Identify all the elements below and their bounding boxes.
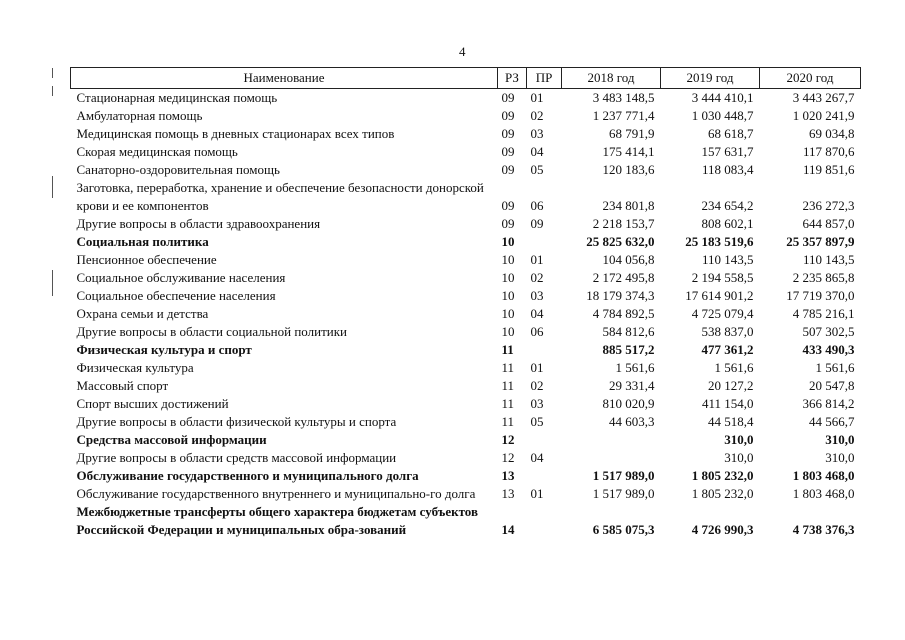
table-cell-2020: 3 443 267,7 (792, 90, 855, 105)
table-row (71, 233, 861, 251)
table-cell-2018: 810 020,9 (602, 396, 655, 411)
table-cell-name: Заготовка, переработка, хранение и обеспечение безопасности донорской крови и ее компонентов (76, 180, 484, 213)
header-2018: 2018 год (562, 68, 661, 89)
table-cell-pr: 01 (530, 252, 544, 267)
table-cell-2019: 310,0 (724, 450, 754, 465)
table-cell-2018: 1 561,6 (615, 360, 655, 375)
table-cell-2020: 119 851,6 (802, 162, 855, 177)
table-cell-2019: 411 154,0 (701, 396, 754, 411)
table-cell-2019: 2 194 558,5 (691, 270, 754, 285)
table-cell-rz: 14 (501, 522, 515, 537)
table-cell-pr: 02 (530, 108, 544, 123)
table-cell-rz: 09 (501, 126, 515, 141)
table-cell-pr: 01 (530, 90, 544, 105)
table-cell-2020: 4 785 216,1 (792, 306, 855, 321)
table-cell-pr: 04 (530, 144, 544, 159)
table-cell-2019: 20 127,2 (708, 378, 754, 393)
margin-mark (52, 176, 53, 198)
table-cell-2018: 2 172 495,8 (592, 270, 655, 285)
table-cell-name: Физическая культура (76, 360, 194, 375)
table-cell-name: Другие вопросы в области средств массовой информации (76, 450, 397, 465)
table-cell-2020: 17 719 370,0 (786, 288, 855, 303)
table-cell-2020: 44 566,7 (809, 414, 855, 429)
table-cell-name: Социальное обеспечение населения (76, 288, 276, 303)
table-cell-2018: 1 237 771,4 (592, 108, 655, 123)
table-cell-name: Обслуживание государственного внутреннего и муниципально-го долга (76, 486, 476, 501)
table-cell-pr: 02 (530, 270, 544, 285)
table-row (71, 215, 861, 233)
table-row (71, 179, 861, 215)
table-cell-rz: 11 (501, 378, 515, 393)
table-row (71, 449, 861, 467)
table-cell-2018: 175 414,1 (602, 144, 655, 159)
table-cell-rz: 09 (501, 144, 515, 159)
table-cell-pr: 01 (530, 486, 544, 501)
table-cell-pr: 04 (530, 306, 544, 321)
table-cell-2019: 310,0 (724, 432, 754, 447)
table-cell-rz: 10 (501, 270, 515, 285)
table-cell-2019: 538 837,0 (701, 324, 754, 339)
table-cell-2018: 6 585 075,3 (592, 522, 655, 537)
header-rz: РЗ (498, 68, 527, 89)
table-cell-pr: 06 (530, 198, 544, 213)
table-cell-pr (527, 467, 562, 485)
table-cell-2019: 3 444 410,1 (691, 90, 754, 105)
table-cell-rz: 12 (501, 432, 515, 447)
table-cell-2018 (562, 431, 661, 449)
budget-table (70, 67, 861, 539)
table-cell-2020: 310,0 (825, 450, 855, 465)
table-cell-pr: 02 (530, 378, 544, 393)
table-cell-2020: 644 857,0 (802, 216, 855, 231)
table-cell-2020: 1 561,6 (815, 360, 855, 375)
table-row (71, 413, 861, 431)
table-cell-2018: 3 483 148,5 (592, 90, 655, 105)
table-cell-rz: 13 (501, 486, 515, 501)
table-cell-rz: 10 (501, 306, 515, 321)
table-cell-pr (527, 431, 562, 449)
table-cell-pr: 06 (530, 324, 544, 339)
table-cell-2019: 4 726 990,3 (691, 522, 754, 537)
table-row (71, 467, 861, 485)
table-row (71, 377, 861, 395)
table-cell-2018: 68 791,9 (609, 126, 655, 141)
table-cell-2020: 310,0 (825, 432, 855, 447)
table-cell-rz: 09 (501, 216, 515, 231)
table-cell-rz: 10 (501, 252, 515, 267)
table-cell-pr (527, 503, 562, 539)
table-cell-rz: 11 (501, 342, 514, 357)
table-cell-2018: 25 825 632,0 (586, 234, 655, 249)
table-cell-rz: 09 (501, 108, 515, 123)
table-cell-2018: 104 056,8 (602, 252, 655, 267)
table-header-row (71, 68, 861, 89)
table-cell-2018: 29 331,4 (609, 378, 655, 393)
table-cell-pr: 03 (530, 126, 544, 141)
table-cell-name: Санаторно-оздоровительная помощь (76, 162, 280, 177)
table-cell-name: Стационарная медицинская помощь (76, 90, 278, 105)
table-cell-2019: 477 361,2 (701, 342, 754, 357)
table-cell-2018: 584 812,6 (602, 324, 655, 339)
table-cell-pr: 03 (530, 288, 544, 303)
table-row (71, 359, 861, 377)
header-name: Наименование (71, 68, 498, 89)
table-cell-2019: 68 618,7 (708, 126, 754, 141)
table-row (71, 269, 861, 287)
table-cell-rz: 11 (501, 360, 515, 375)
table-cell-2020: 236 272,3 (802, 198, 855, 213)
table-cell-2020: 433 490,3 (802, 342, 855, 357)
table-cell-2019: 17 614 901,2 (685, 288, 754, 303)
table-cell-pr: 01 (530, 360, 544, 375)
table-cell-rz: 09 (501, 90, 515, 105)
table-cell-rz: 09 (501, 162, 515, 177)
table-cell-name: Средства массовой информации (76, 432, 267, 447)
table-cell-pr: 04 (530, 450, 544, 465)
table-cell-rz: 10 (501, 288, 515, 303)
table-cell-2020: 366 814,2 (802, 396, 855, 411)
table-cell-name: Массовый спорт (76, 378, 169, 393)
table-cell-2018 (562, 449, 661, 467)
table-cell-2019: 1 561,6 (714, 360, 754, 375)
table-cell-2018: 18 179 374,3 (586, 288, 655, 303)
table-row (71, 503, 861, 539)
table-row (71, 323, 861, 341)
table-cell-2018: 4 784 892,5 (592, 306, 655, 321)
table-row (71, 305, 861, 323)
table-cell-pr: 05 (530, 414, 544, 429)
table-cell-rz: 11 (501, 414, 515, 429)
table-cell-2018: 885 517,2 (602, 342, 655, 357)
table-cell-2020: 507 302,5 (802, 324, 855, 339)
table-cell-2020: 2 235 865,8 (792, 270, 855, 285)
table-row (71, 287, 861, 305)
table-row (71, 251, 861, 269)
table-cell-2019: 110 143,5 (701, 252, 754, 267)
table-cell-2019: 808 602,1 (701, 216, 754, 231)
header-2019: 2019 год (661, 68, 760, 89)
table-cell-2019: 44 518,4 (708, 414, 754, 429)
table-cell-rz: 10 (501, 324, 515, 339)
table-cell-name: Социальное обслуживание населения (76, 270, 286, 285)
table-cell-2020: 1 803 468,0 (792, 468, 855, 483)
table-cell-name: Социальная политика (76, 234, 209, 249)
table-row (71, 143, 861, 161)
table-cell-name: Межбюджетные трансферты общего характера бюджетам субъектов Российской Федерации и муниципальных обра-зований (76, 504, 478, 537)
table-cell-2019: 1 805 232,0 (691, 486, 754, 501)
table-row (71, 395, 861, 413)
table-cell-name: Физическая культура и спорт (76, 342, 252, 357)
table-cell-2020: 20 547,8 (809, 378, 855, 393)
table-row (71, 431, 861, 449)
table-row (71, 89, 861, 108)
table-cell-2020: 1 803 468,0 (792, 486, 855, 501)
table-cell-name: Другие вопросы в области социальной политики (76, 324, 347, 339)
table-cell-rz: 10 (501, 234, 515, 249)
table-cell-name: Другие вопросы в области физической культуры и спорта (76, 414, 397, 429)
table-cell-2020: 1 020 241,9 (792, 108, 855, 123)
table-cell-2018: 1 517 989,0 (592, 486, 655, 501)
table-cell-2018: 1 517 989,0 (592, 468, 655, 483)
table-cell-2018: 120 183,6 (602, 162, 655, 177)
table-cell-2020: 69 034,8 (809, 126, 855, 141)
header-2020: 2020 год (760, 68, 861, 89)
margin-mark (52, 68, 53, 78)
table-cell-2018: 2 218 153,7 (592, 216, 655, 231)
table-row (71, 125, 861, 143)
table-cell-2020: 117 870,6 (802, 144, 855, 159)
table-cell-pr: 03 (530, 396, 544, 411)
table-cell-2020: 25 357 897,9 (786, 234, 855, 249)
table-cell-2019: 157 631,7 (701, 144, 754, 159)
table-row (71, 107, 861, 125)
page-number: 4 (459, 44, 466, 59)
table-cell-name: Медицинская помощь в дневных стационарах всех типов (76, 126, 395, 141)
table-cell-rz: 12 (501, 450, 515, 465)
table-cell-name: Другие вопросы в области здравоохранения (76, 216, 321, 231)
table-cell-name: Скорая медицинская помощь (76, 144, 238, 159)
table-row (71, 485, 861, 503)
table-cell-2019: 118 083,4 (701, 162, 754, 177)
table-cell-2019: 1 030 448,7 (691, 108, 754, 123)
table-cell-2019: 4 725 079,4 (691, 306, 754, 321)
table-cell-pr (527, 233, 562, 251)
table-cell-2018: 234 801,8 (602, 198, 655, 213)
table-cell-name: Спорт высших достижений (76, 396, 229, 411)
table-row (71, 161, 861, 179)
table-cell-name: Амбулаторная помощь (76, 108, 203, 123)
table-cell-rz: 09 (501, 198, 515, 213)
margin-mark (52, 86, 53, 96)
table-cell-pr: 09 (530, 216, 544, 231)
table-cell-2019: 1 805 232,0 (691, 468, 754, 483)
table-cell-2019: 25 183 519,6 (685, 234, 754, 249)
table-cell-2020: 4 738 376,3 (792, 522, 855, 537)
table-cell-2019: 234 654,2 (701, 198, 754, 213)
table-cell-name: Охрана семьи и детства (76, 306, 209, 321)
margin-mark (52, 270, 53, 296)
table-cell-2020: 110 143,5 (802, 252, 855, 267)
table-cell-2018: 44 603,3 (609, 414, 655, 429)
table-cell-name: Пенсионное обеспечение (76, 252, 217, 267)
table-row (71, 341, 861, 359)
table-cell-rz: 11 (501, 396, 515, 411)
table-cell-rz: 13 (501, 468, 515, 483)
table-cell-name: Обслуживание государственного и муниципального долга (76, 468, 419, 483)
header-pr: ПР (527, 68, 562, 89)
table-cell-pr (527, 341, 562, 359)
table-cell-pr: 05 (530, 162, 544, 177)
